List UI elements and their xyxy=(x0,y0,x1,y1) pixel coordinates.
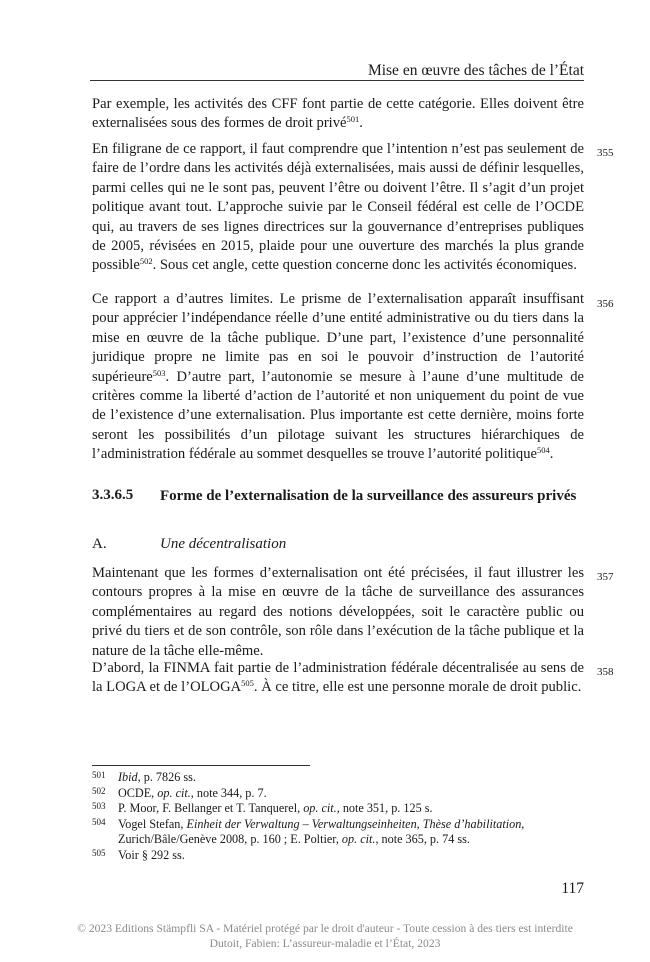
footnote-505 xyxy=(92,848,584,864)
footnote-text: , note 344, p. 7. xyxy=(190,785,267,800)
section-title: Forme de l’externalisation de la surveillance des assureurs privés xyxy=(160,488,577,504)
footnote-italic: op. cit. xyxy=(341,832,376,847)
section-number: 3.3.6.5 xyxy=(92,487,134,503)
footnote-ref[interactable]: 504 xyxy=(536,445,550,456)
paragraph-text: . À ce titre, elle est une personne morale de droit public. xyxy=(253,679,582,696)
footnote-text: , note 351, p. 125 s. xyxy=(336,801,433,816)
footnote-text: Voir § 292 ss. xyxy=(118,847,185,862)
footnote-503 xyxy=(92,801,584,817)
footnote-number: 503 xyxy=(92,801,106,812)
footnote-number: 501 xyxy=(92,770,106,780)
paragraph-357 xyxy=(92,564,584,661)
margin-number-356: 356 xyxy=(597,298,614,310)
copyright-notice xyxy=(0,921,650,951)
footnote-italic: Ibid xyxy=(118,770,138,784)
footnote-rule xyxy=(92,765,310,766)
footnote-ref[interactable]: 505 xyxy=(241,678,254,689)
paragraph-text: Par exemple, les activités des CFF font partie de cette catégorie. Elles doivent être externalisées sous des formes de droit privé xyxy=(92,96,584,132)
paragraph-356 xyxy=(92,290,584,465)
paragraph-1 xyxy=(92,95,584,134)
subsection-title: Une décentralisation xyxy=(160,536,287,552)
margin-number-358: 358 xyxy=(597,666,614,678)
paragraph-text: . xyxy=(549,446,554,463)
footnote-number: 502 xyxy=(92,785,106,796)
paragraph-text: . D’autre part, l’autonomie se mesure à l’aune d’une multitude de critères comme la liberté d’action de l’autorité et non uniquement du point de vue de l’existence d’une externalisation. Plus importante est cette dernière, moins forte seront les possibilités d’un pilotage suivant les structures hiérarchiques de l’administration fédérale au sommet desquelles se trouve l’autorité politique xyxy=(92,368,584,463)
footnotes xyxy=(92,770,584,864)
paragraph-text: . xyxy=(359,115,363,132)
footnote-text: P. Moor, F. Bellanger et T. Tanquerel, xyxy=(118,801,304,816)
footnote-number: 505 xyxy=(92,847,106,858)
footnote-text: OCDE, xyxy=(118,785,158,800)
paragraph-358 xyxy=(92,659,584,698)
footnote-ref[interactable]: 503 xyxy=(152,367,166,378)
margin-number-355: 355 xyxy=(597,147,614,159)
footnote-501 xyxy=(92,770,584,786)
paragraph-text: En filigrane de ce rapport, il faut comprendre que l’intention n’est pas seulement de faire de l’ordre dans les activités déjà externalisées, mais aussi de définir lesquelles, parmi celles qui ne le sont pas, peuvent l’être ou doivent l’être. Il s’agit d’un projet politique avant tout. L’approche suivie par le Conseil fédéral est celle de l’OCDE qui, au travers de ses lignes directrices sur la gouvernance d’entreprises publiques de 2005, révisées en 2015, plaide pour une ouverture des marchés la plus grande possible xyxy=(92,141,584,274)
footnote-italic: op. cit. xyxy=(157,785,191,800)
paragraph-text: Ce rapport a d’autres limites. Le prisme de l’externalisation apparaît insuffisant pour apprécier l’indépendance réelle d’une entité administrative ou du tiers dans la mise en œuvre de la tâche publique. D’une part, l’existence d’une personnalité juridique propre ne limite pas en soi le pouvoir d’instruction de l’autorité supérieure xyxy=(92,291,584,385)
footnote-text: , p. 7826 ss. xyxy=(137,770,196,784)
running-head: Mise en œuvre des tâches de l’État xyxy=(367,62,584,79)
footnote-number: 504 xyxy=(92,816,106,827)
footnote-ref[interactable]: 501 xyxy=(346,114,360,125)
header-rule xyxy=(90,80,584,81)
footnote-ref[interactable]: 502 xyxy=(139,256,153,267)
paragraph-355 xyxy=(92,140,584,276)
copyright-line-1: © 2023 Editions Stämpfli SA - Matériel protégé par le droit d'auteur - Toute cession à des tiers est interdite xyxy=(77,922,573,935)
paragraph-text: . Sous cet angle, cette question concerne donc les activités économiques. xyxy=(152,257,577,274)
footnote-italic: op. cit. xyxy=(303,801,337,816)
page-number: 117 xyxy=(561,880,584,897)
subsection-letter: A. xyxy=(92,536,107,552)
copyright-line-2: Dutoit, Fabien: L’assureur-maladie et l’État, 2023 xyxy=(209,937,441,950)
paragraph-text: D’abord, la FINMA fait partie de l’administration fédérale décentralisée au sens de la LOGA et de l’OLOGA xyxy=(92,660,584,696)
footnote-text: , note 365, p. 74 ss. xyxy=(375,832,470,847)
margin-number-357: 357 xyxy=(597,571,614,583)
footnote-italic: Einheit der Verwaltung – Verwaltungseinheiten, Thèse d’habilitation xyxy=(186,816,522,831)
footnote-text: , Zurich/Bâle/Genève 2008, p. 160 ; E. Poltier, xyxy=(118,816,525,847)
footnote-text: Vogel Stefan, xyxy=(118,816,187,831)
footnote-502 xyxy=(92,786,584,802)
footnote-504 xyxy=(92,817,584,848)
paragraph-text: Maintenant que les formes d’externalisation ont été précisées, il faut illustrer les contours propres à la mise en œuvre de la tâche de surveillance des assurances complémentaires au regard des notions développées, soit le caractère public ou privé du tiers et de son contrôle, son rôle dans l’exécution de la tâche publique et la nature de la tâche elle-même. xyxy=(92,565,584,659)
